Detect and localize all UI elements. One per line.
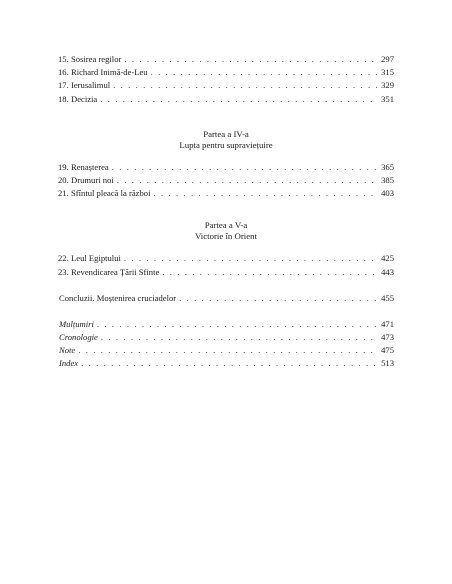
chapter-title: Revendicarea Țării Sfinte bbox=[71, 266, 160, 277]
chapter-title: Renașterea bbox=[71, 161, 109, 172]
dot-leader bbox=[100, 94, 378, 104]
chapter-number: 16. bbox=[58, 67, 69, 78]
toc-entry bbox=[58, 267, 394, 280]
toc-entry bbox=[58, 94, 394, 107]
chapter-title: Sfîntul pleacă la război bbox=[71, 188, 151, 199]
back-matter bbox=[58, 319, 394, 372]
dot-leader bbox=[117, 175, 378, 185]
chapter-number: 20. bbox=[58, 174, 69, 185]
toc-entry bbox=[58, 162, 394, 175]
chapter-title: Ierusalimul bbox=[71, 80, 111, 91]
chapter-title: Sosirea regilor bbox=[71, 54, 122, 64]
page-number: 475 bbox=[381, 345, 394, 356]
part-subtitle: Lupta pentru supraviețuire bbox=[179, 139, 273, 150]
chapter-title: Richard Inimă-de-Leu bbox=[71, 67, 148, 78]
toc-entry bbox=[58, 67, 394, 80]
back-matter-title: Cronologie bbox=[59, 332, 98, 343]
toc-entry-back-matter bbox=[58, 358, 394, 371]
chapter-number: 15. bbox=[58, 54, 69, 64]
page-number: 315 bbox=[381, 67, 394, 78]
toc-entry bbox=[58, 54, 394, 67]
dot-leader bbox=[179, 293, 378, 303]
dot-leader bbox=[112, 162, 378, 172]
part-v bbox=[58, 220, 394, 279]
page-number: 351 bbox=[381, 93, 394, 104]
toc-entry bbox=[58, 80, 394, 93]
toc-entry-back-matter bbox=[58, 319, 394, 332]
dot-leader bbox=[97, 319, 378, 329]
page-number: 385 bbox=[381, 174, 394, 185]
table-of-contents bbox=[58, 54, 394, 372]
toc-entry bbox=[58, 188, 394, 201]
toc-entry-back-matter bbox=[58, 332, 394, 345]
chapter-number: 22. bbox=[58, 253, 69, 264]
dot-leader bbox=[153, 188, 378, 198]
back-matter-title: Note bbox=[59, 345, 76, 356]
page-number: 425 bbox=[381, 253, 394, 264]
chapter-title: Leul Egiptului bbox=[71, 253, 121, 264]
back-matter-title: Mulțumiri bbox=[59, 318, 94, 329]
chapter-number: 19. bbox=[58, 161, 69, 172]
dot-leader bbox=[101, 332, 378, 342]
page-number: 455 bbox=[381, 292, 394, 303]
chapter-number: 17. bbox=[58, 80, 69, 91]
chapter-number: 21. bbox=[58, 188, 69, 199]
back-matter-title: Index bbox=[59, 358, 79, 369]
page-number: 443 bbox=[381, 266, 394, 277]
chapter-number: 23. bbox=[58, 266, 69, 277]
dot-leader bbox=[124, 253, 378, 263]
toc-entry bbox=[58, 175, 394, 188]
page-number: 473 bbox=[381, 332, 394, 343]
page-number: 297 bbox=[381, 54, 394, 64]
page-number: 471 bbox=[381, 318, 394, 329]
part-subtitle: Victorie în Orient bbox=[194, 231, 257, 242]
dot-leader bbox=[81, 358, 378, 368]
chapter-title: Decizia bbox=[71, 93, 98, 104]
page-number: 403 bbox=[381, 188, 394, 199]
part-heading: Partea a IV-a bbox=[203, 128, 249, 139]
toc-entry-back-matter bbox=[58, 345, 394, 358]
dot-leader bbox=[124, 54, 378, 64]
dot-leader bbox=[151, 67, 379, 77]
part-iv bbox=[58, 129, 394, 202]
page-number: 329 bbox=[381, 80, 394, 91]
dot-leader bbox=[113, 80, 378, 90]
page-number: 365 bbox=[381, 161, 394, 172]
chapter-group-1 bbox=[58, 54, 394, 107]
chapter-title: Drumuri noi bbox=[71, 174, 114, 185]
chapter-number: 18. bbox=[58, 93, 69, 104]
part-heading: Partea a V-a bbox=[204, 220, 248, 231]
conclusion-title: Concluzii. Moștenirea cruciadelor bbox=[59, 292, 177, 303]
dot-leader bbox=[78, 345, 378, 355]
page-number: 513 bbox=[381, 358, 394, 369]
toc-entry-conclusion bbox=[58, 293, 394, 306]
toc-entry bbox=[58, 253, 394, 266]
dot-leader bbox=[162, 267, 378, 277]
